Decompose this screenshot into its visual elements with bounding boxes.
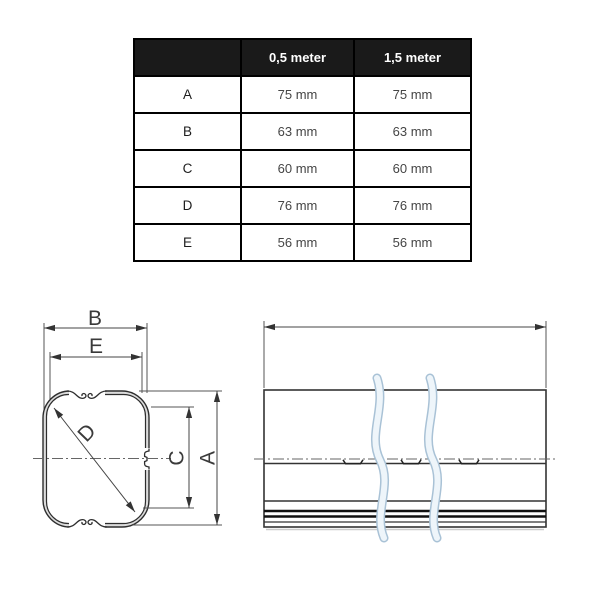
table-row [134, 150, 471, 187]
table-cell: 76 mm [241, 187, 354, 224]
break-line [428, 378, 437, 538]
table-header-row [134, 39, 471, 76]
table-corner-cell [134, 39, 241, 76]
table-row [134, 113, 471, 150]
dim-label-e: E [88, 335, 104, 358]
row-label: E [134, 224, 241, 261]
break-line [375, 378, 384, 538]
row-label: A [134, 76, 241, 113]
table-row [134, 187, 471, 224]
table-cell: 63 mm [241, 113, 354, 150]
row-label: C [134, 150, 241, 187]
dim-label-d: D [73, 419, 101, 447]
table-cell: 75 mm [241, 76, 354, 113]
table-cell: 60 mm [354, 150, 471, 187]
dim-label-c: C [165, 450, 189, 466]
column-header-15-meter: 1,5 meter [354, 39, 471, 76]
dim-label-a: A [196, 450, 220, 466]
table-cell: 75 mm [354, 76, 471, 113]
row-label: B [134, 113, 241, 150]
table-cell: 60 mm [241, 150, 354, 187]
table-row [134, 76, 471, 113]
table-cell: 76 mm [354, 187, 471, 224]
column-header-05-meter: 0,5 meter [241, 39, 354, 76]
table-cell: 56 mm [354, 224, 471, 261]
dimension-spec-table [133, 38, 472, 262]
dim-label-b: B [87, 307, 103, 330]
table-cell: 63 mm [354, 113, 471, 150]
tube-cross-section-diagram [25, 300, 235, 550]
length-dimension [264, 321, 546, 388]
table-cell: 56 mm [241, 224, 354, 261]
table-row [134, 224, 471, 261]
tube-side-view-diagram [240, 300, 600, 550]
row-label: D [134, 187, 241, 224]
tube-body [264, 390, 546, 530]
